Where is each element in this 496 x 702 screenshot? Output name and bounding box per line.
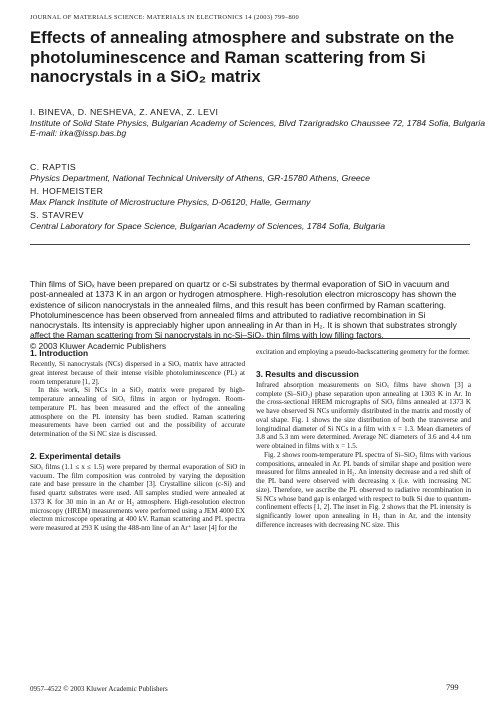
results-paragraph-2: Fig. 2 shows room-temperature PL spectra of Si–SiO₂ films with various compositions, annealed in Ar. PL bands of similar shape and position were measured for films annealed in H₂. An intensity decrease and a red shift of the PL band were observed with decreasing x (i.e. with increasing NC size). Therefore, we ascribe the PL observed to radiative recombination in Si NCs whose band gap is enlarged with respect to bulk Si due to quantum-confinement effects [1, 2]. The inset in Fig. 2 shows that the PL intensity is significantly lower upon annealing in H₂ than in Ar, and the intensity difference increases with decreasing NC size. This bbox=[256, 450, 471, 529]
copyright-notice: © 2003 Kluwer Academic Publishers bbox=[30, 340, 167, 351]
experimental-paragraph-1: SiOₓ films (1.1 ≤ x ≤ 1.5) were prepared by thermal evaporation of SiO in vacuum. The film composition was controled by varying the deposition rate and base pressure in the chamber [3]. Crystalline silicon (c-Si) and fused quartz substrates were used. All samples studied were annealed at 1373 K for 30 min in an Ar or H₂ atmosphere. High-resolution electron microscopy (HREM) measurements were performed using a JEM 4000 EX electron microscope operating at 400 kV. Raman scattering and PL spectra were measured at 293 K using the 488-nm line of an Ar⁺ laser [4] for the bbox=[30, 462, 245, 532]
intro-paragraph-2: In this work, Si NCs in a SiO₂ matrix were prepared by high-temperature annealing of SiOₓ films in argon or hydrogen. Room-temperature PL has been measured and the effect of the annealing atmosphere on the PL intensity has been studied. Raman scattering measurements have been carried out and the possibility of accurate determination of the Si NC size is discussed. bbox=[30, 386, 245, 438]
author-institution: Physics Department, National Technical University of Athens, GR-15780 Athens, Greece bbox=[30, 172, 370, 183]
affiliation-block-1 bbox=[30, 107, 490, 139]
paper-title: Effects of annealing atmosphere and substrate on the photoluminescence and Raman scattering from Si nanocrystals in a SiO₂ matrix bbox=[30, 28, 455, 86]
author-names: H. HOFMEISTER bbox=[30, 186, 104, 196]
experimental-continuation: excitation and employing a pseudo-backscattering geometry for the former. bbox=[256, 348, 470, 356]
intro-paragraph-1: Recently, Si nanocrystals (NCs) dispersed in a SiOₓ matrix have attracted great interest because of their intense visible photoluminescence (PL) at room temperature [1, 2]. bbox=[30, 360, 245, 386]
affiliation-block-4 bbox=[30, 210, 490, 231]
section-heading-experimental: 2. Experimental details bbox=[30, 450, 121, 461]
abstract-top-rule bbox=[30, 244, 470, 245]
page-number: 799 bbox=[446, 683, 459, 692]
author-institution: Central Laboratory for Space Science, Bulgarian Academy of Sciences, 1784 Sofia, Bulgaria bbox=[30, 220, 386, 231]
affiliation-block-2 bbox=[30, 162, 490, 183]
author-names: I. BINEVA, D. NESHEVA, Z. ANEVA, Z. LEVI bbox=[30, 107, 219, 117]
results-paragraph-1: Infrared absorption measurements on SiOₓ films have shown [3] a complete (Si–SiO₂) phase separation upon annealing at 1303 K in Ar. In the cross-sectional HREM micrographs of SiOₓ films annealed at 1373 K we have observed Si NCs uniformly distributed in the matrix and mostly of oval shape. Fig. 1 shows the size distribution of both the transverse and longitudinal diameter of Si NCs in a film with x = 1.3. Mean diameters of 3.8 and 5.3 nm were determined. Average NC diameters of 3.6 and 4.4 nm were obtained in films with x = 1.5. bbox=[256, 380, 471, 450]
author-institution: Max Planck Institute of Microstructure Physics, D-06120, Halle, Germany bbox=[30, 196, 311, 207]
author-names: S. STAVREV bbox=[30, 210, 84, 220]
author-email: E-mail: irka@issp.bas.bg bbox=[30, 128, 127, 139]
author-names: C. RAPTIS bbox=[30, 162, 77, 172]
running-head: JOURNAL OF MATERIALS SCIENCE: MATERIALS IN ELECTRONICS 14 (2003) 799–800 bbox=[30, 14, 299, 21]
section-heading-results: 3. Results and discussion bbox=[256, 368, 359, 379]
section-heading-introduction: 1. Introduction bbox=[30, 348, 89, 358]
affiliation-block-3 bbox=[30, 186, 490, 207]
left-column bbox=[30, 348, 245, 533]
abstract-text: Thin films of SiOₓ have been prepared on quartz or c-Si substrates by thermal evaporation of SiO in vacuum and post-annealed at 1373 K in an argon or hydrogen atmosphere. High-resolution electron microscopy has shown the existence of silicon nanocrystals in the annealed films, and this result has been confirmed by Raman scattering. Photoluminescence has been observed from annealed films and attributed to radiative recombination in Si nanocrystals. Its intensity is appreciably higher upon annealing in Ar than in H₂. It is shown that substrates strongly affect the Raman scattering from Si nanocrystals in nc-Si–SiO₂ thin films with low filling factors. bbox=[30, 279, 457, 341]
abstract-bottom-rule bbox=[30, 338, 470, 339]
author-institution: Institute of Solid State Physics, Bulgarian Academy of Sciences, Blvd Tzarigradsko Chaussee 72, 1784 Sofia, Bulgaria bbox=[30, 117, 486, 128]
abstract bbox=[30, 279, 470, 351]
footer-issn: 0957–4522 © 2003 Kluwer Academic Publishers bbox=[30, 685, 168, 693]
right-column bbox=[256, 348, 471, 530]
